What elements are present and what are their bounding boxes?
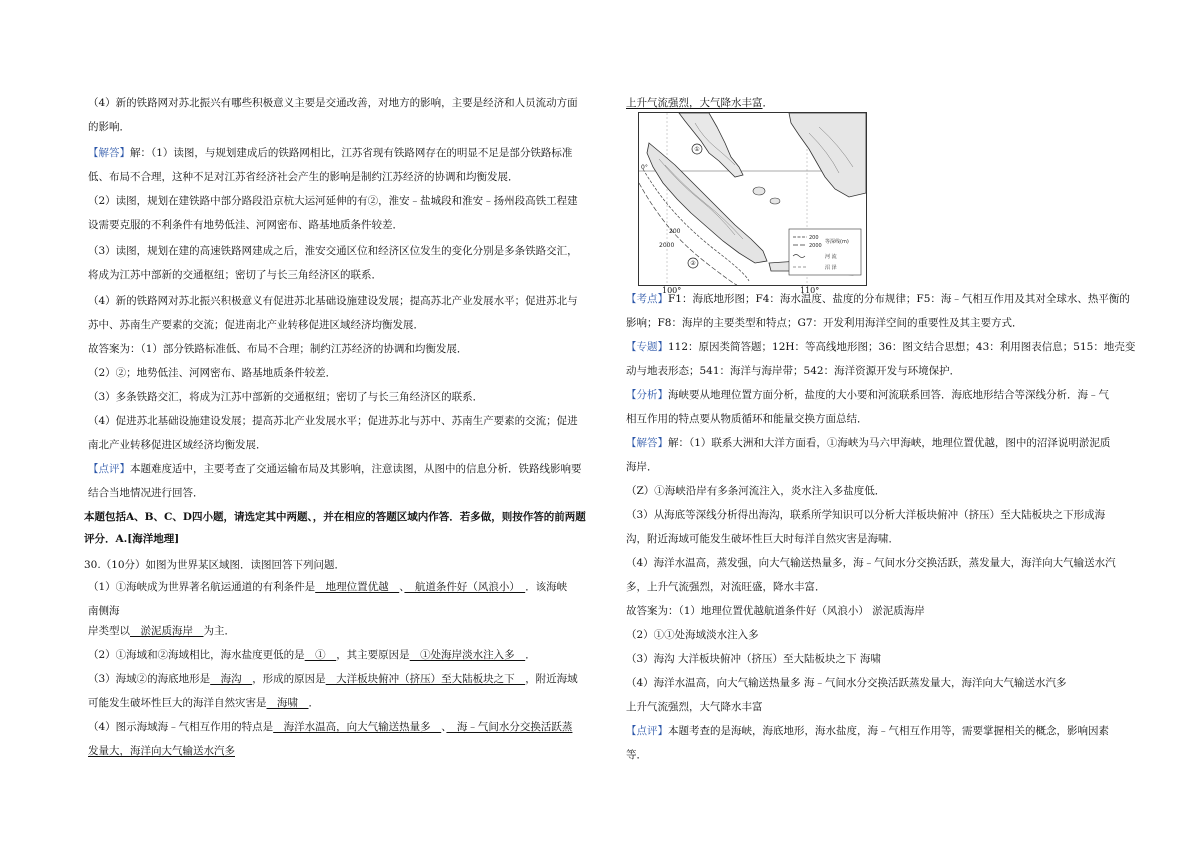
text-segment: 等． — [626, 749, 647, 761]
text-line — [88, 672, 578, 686]
answer-fill: 航道条件好（风浪小） — [404, 581, 526, 593]
text-segment: 可能发生破坏性巨大的海洋自然灾害是 — [88, 697, 267, 709]
text-segment: 评分．A.[海洋地理] — [84, 533, 180, 545]
text-segment: F1：海底地形图；F4：海水温度、盐度的分布规律；F5：海﹣气相互作用及其对全球水、热平衡的 — [668, 293, 1130, 305]
section-tag: 【解答】 — [626, 437, 668, 449]
answer-fill: 海沟 — [210, 673, 253, 685]
text-line — [626, 508, 1105, 522]
text-segment: 将成为江苏中部新的交通枢纽；密切了与长三角经济区的联系． — [88, 269, 382, 281]
text-line — [88, 268, 382, 282]
text-line — [88, 648, 536, 662]
text-segment: 影响；F8：海岸的主要类型和特点；G7：开发利用海洋空间的重要性及其主要方式． — [626, 317, 1023, 329]
text-line — [88, 342, 467, 356]
longitude-tick-110: 110° — [800, 286, 820, 295]
text-segment: （2）②；地势低洼、河网密布、路基地质条件较差． — [88, 367, 337, 379]
text-line — [626, 412, 868, 426]
text-segment: ，形成的原因是 — [252, 673, 326, 685]
text-segment: 相互作用的特点要从物质循环和能量交换方面总结． — [626, 413, 868, 425]
marker-2: ② — [690, 260, 696, 267]
text-line — [626, 556, 1116, 570]
map-legend — [789, 229, 861, 275]
answer-fill: 海洋水温高，向大气输送热量多 — [273, 721, 442, 733]
text-line — [88, 624, 235, 638]
text-segment: 的影响． — [88, 121, 130, 133]
text-segment: （3）海域②的海底地形是 — [88, 673, 211, 685]
text-segment: ． — [525, 649, 536, 661]
text-line — [626, 388, 1109, 402]
text-segment: （4）新的铁路网对苏北振兴有哪些积极意义主要是交通改善，对地方的影响，主要是经济和人员流动方面 — [88, 97, 578, 109]
text-line — [88, 720, 572, 734]
longitude-tick-100: 100° — [662, 286, 682, 295]
answer-fill: 发量大，海洋向大气输送水汽多 — [88, 745, 235, 757]
text-line — [84, 510, 586, 524]
text-line — [626, 292, 1130, 306]
text-line — [88, 218, 403, 232]
text-segment: （2）读图，规划在建铁路中部分路段沿京杭大运河延伸的有②，淮安﹣盐城段和淮安﹣扬州段高铁工程建 — [88, 195, 578, 207]
answer-fill: 大洋板块俯冲（挤压）至大陆板块之下 — [325, 673, 526, 685]
text-segment: 解：（1）读图，与规划建成后的铁路网相比，江苏省现有铁路网存在的明显不足是部分铁路标准 — [130, 147, 573, 159]
text-line — [626, 652, 881, 666]
answer-fill: 海啸 — [266, 697, 309, 709]
text-segment: 岸类型以 — [88, 625, 130, 637]
text-line — [626, 724, 1109, 738]
text-line — [626, 580, 826, 594]
legend-isobath: 等深线(m) — [825, 239, 849, 245]
text-line — [626, 604, 925, 618]
text-segment: 苏中、苏南生产要素的交流；促进南北产业转移促进区域经济均衡发展． — [88, 319, 424, 331]
text-line — [88, 96, 578, 110]
text-segment: （Z）①海峡沿岸有多条河流注入，炎水注入多盐度低． — [626, 485, 886, 497]
belitung-island — [770, 198, 780, 204]
text-line — [88, 744, 235, 758]
text-line — [88, 244, 578, 258]
text-segment: （3）海沟 大洋板块俯冲（挤压）至大陆板块之下 海啸 — [626, 653, 881, 665]
text-line — [88, 580, 567, 594]
text-line — [88, 486, 204, 500]
text-segment: 112：原因类简答题；12H：等高线地形图；36：图文结合思想；43：利用图表信息；515：地壳变 — [668, 341, 1136, 353]
legend-swamp: 沼 泽 — [825, 265, 837, 271]
text-line — [626, 460, 658, 474]
text-line — [88, 146, 572, 160]
text-line — [88, 414, 578, 428]
text-line — [88, 366, 336, 380]
text-segment: 本题包括A、B、C、D四小题，请选定其中两题、，并在相应的答题区域内作答．若多做，则按作答的前两题 — [84, 511, 586, 523]
text-segment: 30.（10分）如图为世界某区域图．读图回答下列问题． — [84, 559, 346, 571]
section-tag: 【分析】 — [626, 389, 668, 401]
answer-fill: 地理位置优越 — [315, 581, 400, 593]
text-line — [626, 676, 1067, 690]
text-segment: 解：（1）联系大洲和大洋方面看，①海峡为马六甲海峡，地理位置优越，图中的沼泽说明淤泥质 — [668, 437, 1111, 449]
sea-region-map — [638, 112, 867, 286]
text-segment: 本题考查的是海峡，海底地形，海水盐度，海﹣气相互作用等，需要掌握相关的概念，影响因素 — [668, 725, 1109, 737]
legend-river: 河 流 — [825, 254, 837, 260]
text-line — [626, 364, 960, 378]
text-line — [88, 462, 582, 476]
section-tag: 【点评】 — [626, 725, 668, 737]
text-segment: ，其主要原因是 — [336, 649, 410, 661]
section-tag: 【考点】 — [626, 293, 668, 305]
text-segment: 、 — [399, 581, 405, 593]
text-segment: （3）从海底等深线分析得出海沟，联系所学知识可以分析大洋板块俯冲（挤压）至大陆板块之下形成海 — [626, 509, 1106, 521]
text-segment: 设需要克服的不利条件有地势低洼、河网密布、路基地质条件较差． — [88, 219, 403, 231]
isobath-label-2000: 2000 — [659, 242, 675, 249]
text-segment: ． — [308, 697, 319, 709]
map-graphic — [639, 113, 866, 285]
text-segment: 上升气流强烈，大气降水丰富 — [626, 701, 763, 713]
text-line — [88, 294, 578, 308]
text-segment: （2）①①处海域淡水注入多 — [626, 629, 759, 641]
text-segment: （2）①海域和②海域相比，海水盐度更低的是 — [88, 649, 305, 661]
text-segment: 故答案为：（1）部分铁路标准低、布局不合理；制约江苏经济的协调和均衡发展． — [88, 343, 468, 355]
text-line — [626, 316, 1023, 330]
section-tag: 【点评】 — [88, 463, 130, 475]
text-line — [626, 340, 1135, 354]
text-line — [88, 604, 120, 618]
text-line — [88, 438, 267, 452]
text-line — [88, 390, 483, 404]
text-segment: （4）海洋水温高，向大气输送热量多 海﹣气间水分交换活跃蒸发量大，海洋向大气输送水汽多 — [626, 677, 1067, 689]
text-segment: 本题难度适中，主要考查了交通运输布局及其影响，注意读图，从图中的信息分析．铁路线影响要 — [130, 463, 582, 475]
answer-line-continued — [626, 96, 773, 110]
text-line — [626, 628, 759, 642]
text-line — [88, 170, 519, 184]
bangka-island — [753, 187, 765, 195]
text-line — [626, 484, 885, 498]
legend-2000: 2000 — [809, 243, 822, 249]
answer-fill: 海﹣气间水分交换活跃蒸 — [446, 721, 573, 733]
answer-fill: 上升气流强烈，大气降水丰富 — [626, 97, 763, 109]
borneo-landmass — [789, 113, 866, 197]
text-line — [84, 532, 179, 546]
text-segment: （1）①海峡成为世界著名航运通道的有利条件是 — [88, 581, 316, 593]
text-line — [88, 318, 424, 332]
answer-fill: 淤泥质海岸 — [130, 625, 204, 637]
text-segment: （4）海洋水温高，蒸发强，向大气输送热量多，海﹣气间水分交换活跃，蒸发量大，海洋向大气输送水汽 — [626, 557, 1116, 569]
text-segment: 海岸． — [626, 461, 658, 473]
answer-fill: ① — [304, 649, 337, 661]
text-line — [626, 532, 899, 546]
text-line — [88, 120, 130, 134]
legend-200: 200 — [809, 235, 819, 241]
peninsula-landmass — [679, 113, 743, 177]
section-tag: 【解答】 — [88, 147, 130, 159]
latitude-tick-0: 0° — [641, 164, 648, 171]
text-segment: ．该海峡 — [525, 581, 568, 593]
text-line — [626, 700, 763, 714]
marker-1: ① — [694, 146, 700, 153]
text-segment: 沟，附近海域可能发生破坏性巨大时每洋自然灾害是海啸． — [626, 533, 899, 545]
text-line — [88, 194, 578, 208]
text-segment: 海峡要从地理位置方面分析，盐度的大小要和河流联系回答．海底地形结合等深线分析．海﹣气 — [668, 389, 1109, 401]
text-segment: 多，上升气流强烈，对流旺盛，降水丰富． — [626, 581, 826, 593]
text-segment: （4）新的铁路网对苏北振兴积极意义有促进苏北基础设施建设发展；提高苏北产业发展水平；促进苏北与 — [88, 295, 578, 307]
text-segment: （3）读图，规划在建的高速铁路网建成之后，淮安交通区位和经济区位发生的变化分别是多条铁路交汇， — [88, 245, 578, 257]
text-segment: （4）图示海域海﹣气相互作用的特点是 — [88, 721, 274, 733]
text-segment: 低、布局不合理，这种不足对江苏省经济社会产生的影响是制约江苏经济的协调和均衡发展． — [88, 171, 519, 183]
text-segment: 南侧海 — [88, 605, 120, 617]
text-segment: 、 — [441, 721, 447, 733]
section-tag: 【专题】 — [626, 341, 668, 353]
text-line — [626, 436, 1110, 450]
text-segment: ． — [762, 97, 773, 109]
text-line — [626, 748, 647, 762]
text-segment: 动与地表形态；541：海洋与海岸带；542：海洋资源开发与环境保护． — [626, 365, 961, 377]
text-segment: 故答案为：（1）地理位置优越航道条件好（风浪小） 淤泥质海岸 — [626, 605, 925, 617]
isobath-label-200: 200 — [669, 228, 681, 235]
text-line — [88, 696, 319, 710]
text-segment: 为主． — [203, 625, 235, 637]
text-segment: （3）多条铁路交汇，将成为江苏中部新的交通枢纽；密切了与长三角经济区的联系． — [88, 391, 484, 403]
text-segment: 南北产业转移促进区域经济均衡发展． — [88, 439, 267, 451]
text-segment: （4）促进苏北基础设施建设发展；提高苏北产业发展水平；促进苏北与苏中、苏南生产要素的交流；促进 — [88, 415, 578, 427]
text-line — [84, 558, 345, 572]
text-segment: 结合当地情况进行回答． — [88, 487, 204, 499]
answer-fill: ①处海岸淡水注入多 — [409, 649, 526, 661]
text-segment: ，附近海域 — [525, 673, 578, 685]
